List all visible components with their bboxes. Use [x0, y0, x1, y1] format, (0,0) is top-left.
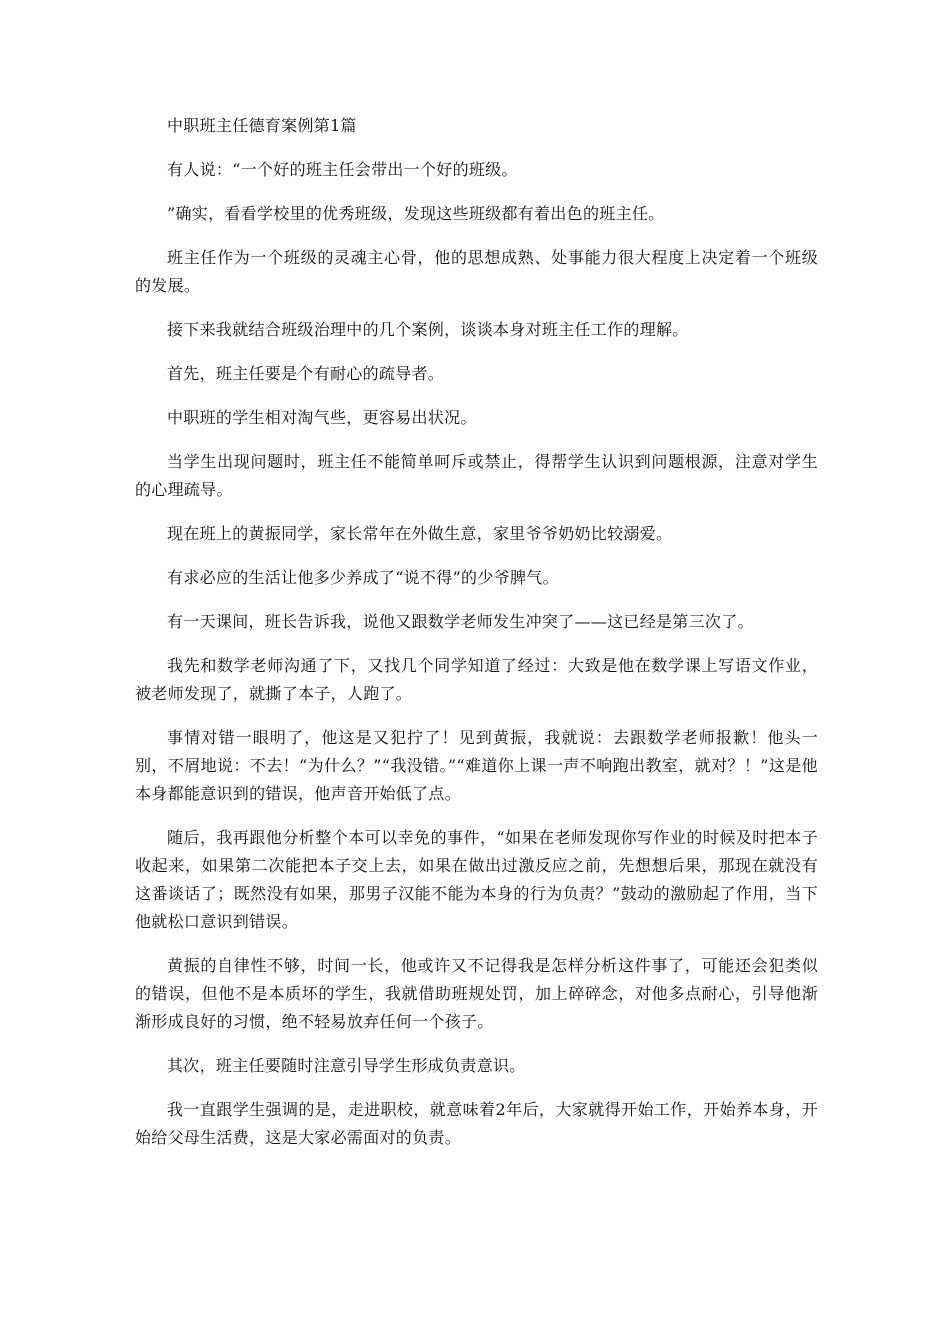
paragraph-2: ”确实，看看学校里的优秀班级，发现这些班级都有着出色的班主任。	[167, 204, 665, 223]
paragraph-10: 有一天课间，班长告诉我，说他又跟数学老师发生冲突了——这已经是第三次了。	[167, 612, 754, 631]
paragraph-5: 首先，班主任要是个有耐心的疏导者。	[167, 364, 445, 383]
paragraph-8: 现在班上的黄振同学，家长常年在外做生意，家里爷爷奶奶比较溺爱。	[167, 524, 673, 543]
paragraph-11: 我先和数学老师沟通了下，又找几个同学知道了经过：大致是他在数学课上写语文作业，被老师发现了，就撕了本子，人跑了。	[135, 656, 818, 703]
paragraph-14: 黄振的自律性不够，时间一长，他或许又不记得我是怎样分析这件事了，可能还会犯类似的错误，但他不是本质坏的学生，我就借助班规处罚，加上碎碎念，对他多点耐心，引导他渐渐形成良好的习惯，绝不轻易放弃任何一个孩子。	[135, 956, 818, 1031]
paragraph-6: 中职班的学生相对淘气些，更容易出状况。	[167, 408, 477, 427]
paragraph-1: 有人说：“一个好的班主任会带出一个好的班级。	[167, 160, 518, 179]
document-page	[135, 112, 818, 1168]
paragraph-3: 班主任作为一个班级的灵魂主心骨，他的思想成熟、处事能力很大程度上决定着一个班级的发展。	[135, 248, 818, 295]
paragraph-12: 事情对错一眼明了，他这是又犯拧了！见到黄振，我就说：去跟数学老师报歉！他头一别，不屑地说：不去！“为什么？”“我没错。”“难道你上课一声不响跑出教室，就对？！”这是他本身都能意识到的错误，他声音开始低了点。	[135, 728, 818, 803]
paragraph-4: 接下来我就结合班级治理中的几个案例，谈谈本身对班主任工作的理解。	[167, 320, 689, 339]
document-title: 中职班主任德育案例第1篇	[167, 116, 357, 135]
paragraph-16: 我一直跟学生强调的是，走进职校，就意味着2年后，大家就得开始工作，开始养本身，开始给父母生活费，这是大家必需面对的负责。	[135, 1100, 818, 1147]
paragraph-9: 有求必应的生活让他多少养成了“说不得”的少爷脾气。	[167, 568, 559, 587]
paragraph-13: 随后，我再跟他分析整个本可以幸免的事件，“如果在老师发现你写作业的时候及时把本子收起来，如果第二次能把本子交上去，如果在做出过激反应之前，先想想后果，那现在就没有这番谈话了；既然没有如果，那男子汉能不能为本身的行为负责？”鼓动的激励起了作用，当下他就松口意识到错误。	[135, 828, 818, 931]
paragraph-15: 其次，班主任要随时注意引导学生形成负责意识。	[167, 1056, 526, 1075]
paragraph-7: 当学生出现问题时，班主任不能简单呵斥或禁止，得帮学生认识到问题根源，注意对学生的心理疏导。	[135, 452, 818, 499]
